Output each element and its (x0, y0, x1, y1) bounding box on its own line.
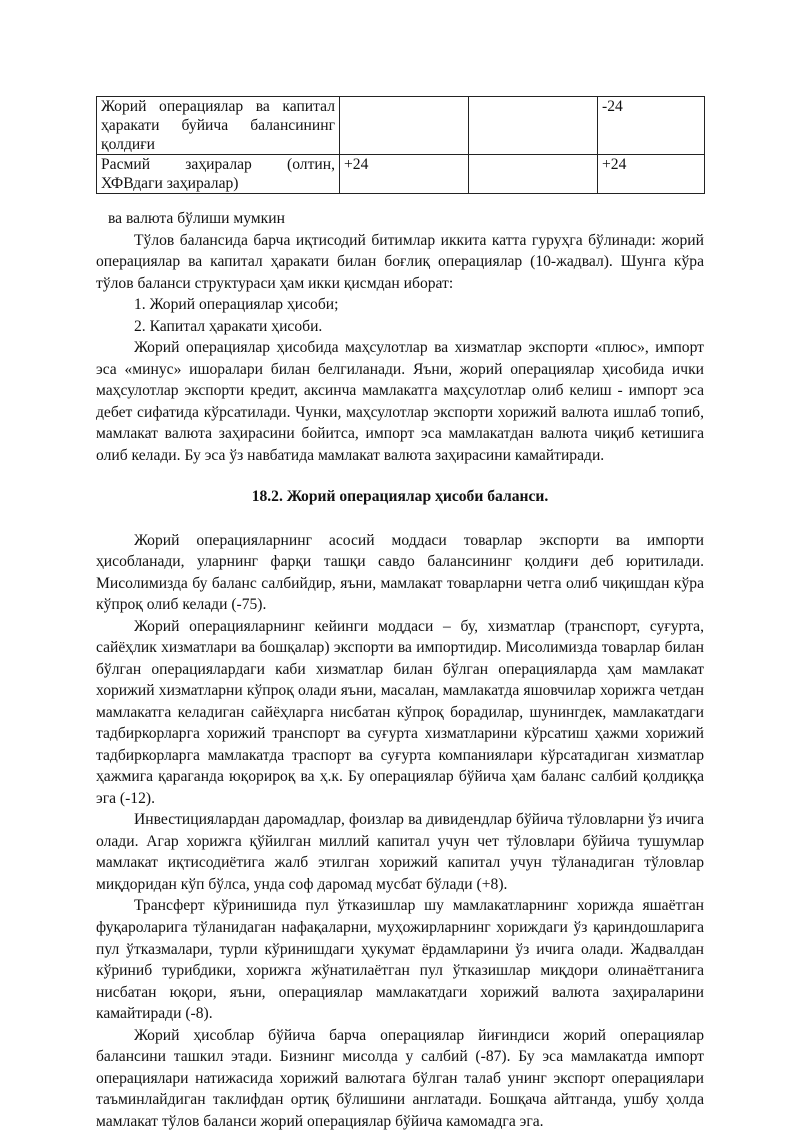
body-text (96, 208, 704, 1132)
table-cell (469, 97, 598, 155)
list-item: 2. Капитал ҳаракати ҳисоби. (134, 317, 323, 335)
paragraph: Жорий операцияларнинг асосий моддаси товарлар экспорти ва импорти ҳисобланади, уларнинг фарқи ташқи савдо балансининг қолдиғи деб юритилади. Мисолимизда бу баланс салбийдир, яъни, мамлакат товарларни четга олиб чиқишдан кўра кўпроқ олиб келади (-75). (96, 531, 704, 614)
table-row (97, 155, 705, 194)
table-cell-label (97, 97, 340, 155)
balance-table (96, 96, 705, 194)
paragraph: Трансферт кўринишида пул ўтказишлар шу мамлакатларнинг хорижда яшаётган фуқароларига тўланидаган нафақаларни, муҳожирларнинг хориждаги ўз қариндошларига пул ўтказмалари, турли кўринишдаги ҳукумат ёрдамларини ўз ичига олади. Жадвалдан кўриниб турибдики, хорижга жўнатилаётган пул ўтказишлар миқдори олинаётганига нисбатан юқори, яъни, операциялар мамлакатдаги хорижий валюта заҳираларини камайтиради (-8). (96, 897, 704, 1023)
paragraph: Тўлов балансида барча иқтисодий битимлар иккита катта гуруҳга бўлинади: жорий операциялар ва капитал ҳаракати билан боғлиқ операциялар (10-жадвал). Шунга кўра тўлов баланси структураси ҳам икки қисмдан иборат: (96, 231, 704, 292)
table-cell: -24 (598, 97, 705, 155)
table-cell (340, 97, 469, 155)
section-heading: 18.2. Жорий операциялар ҳисоби баланси. (251, 488, 549, 506)
label-line: қолдиғи (101, 136, 155, 153)
paragraph: Инвестициялардан даромадлар, фоизлар ва дивидендлар бўйича тўловларни ўз ичига олади. Агар хорижга қўйилган миллий капитал учун чет тўловлари бўйича тушумлар мамлакат иқтисодиётига жалб этилган хорижий капитал учун тўланадиган тўловлар миқдоридан кўп бўлса, унда соф даромад мусбат бўлади (+8). (96, 811, 704, 893)
table-cell: +24 (598, 155, 705, 194)
label-line: Жорий операциялар ва капитал (101, 98, 335, 115)
table-row (97, 97, 705, 155)
list-item: 1. Жорий операциялар ҳисоби; (134, 296, 339, 314)
table-cell: +24 (340, 155, 469, 194)
label-line: Расмий заҳиралар (олтин, (101, 156, 335, 173)
table-cell-label (97, 155, 340, 194)
paragraph: Жорий ҳисоблар бўйича барча операциялар йиғиндиси жорий операциялар балансини ташкил этади. Бизнинг мисолда у салбий (-87). Бу эса мамлакатда импорт операциялари натижасида хорижий валютага бўлган талаб унинг экспорт операциялари таъминлайдиган таклифдан ортиқ бўлишини англатади. Бошқача айтганда, ушбу ҳолда мамлакат тўлов баланси жорий операциялар бўйича камомадга эга. (96, 1026, 704, 1130)
paragraph: Жорий операциялар ҳисобида маҳсулотлар ва хизматлар экспорти «плюс», импорт эса «минус» ишоралари билан белгиланади. Яъни, жорий операциялар ҳисобида ички маҳсулотлар экспорти кредит, аксинча мамлакатга маҳсулотлар олиб келиш - импорт эса дебет сифатида кўрсатилади. Чунки, маҳсулотлар экспорти хорижий валюта ишлаб топиб, мамлакат валюта заҳирасини бойитса, импорт эса мамлакатдан валюта чиқиб кетишига олиб келади. Бу эса ўз навбатида мамлакат валюта заҳирасини камайтиради. (96, 339, 704, 464)
label-line: ҳаракати буйича балансининг (101, 117, 335, 134)
paragraph: Жорий операцияларнинг кейинги моддаси – бу, хизматлар (транспорт, суғурта, сайёҳлик хизматлари ва бошқалар) экспорти ва импортидир. Мисолимизда товарлар билан бўлган операциялардаги каби хизматлар билан бўлган операцияларда ҳам мамлакат хорижий хизматларни кўпроқ олади яъни, масалан, мамлакатда яшовчилар хорижга четдан мамлакатга келадиган сайёҳларга нисбатан кўпроқ борадилар, шунингдек, мамлакатдаги тадбиркорларга хорижий транспорт ва суғурта хизматларини кўрсатиш ҳажми хорижий тадбиркорларга мамлакатда траспорт ва суғурта компаниялари кўрсатадиган хизматлар ҳажмига қараганда юқорироқ ва ҳ.к. Бу операциялар бўйича ҳам баланс салбий қолдиққа эга (-12). (96, 617, 704, 807)
label-line: ХФВдаги заҳиралар) (101, 175, 239, 192)
lead-line: ва валюта бўлиши мумкин (108, 210, 285, 227)
table-cell (469, 155, 598, 194)
